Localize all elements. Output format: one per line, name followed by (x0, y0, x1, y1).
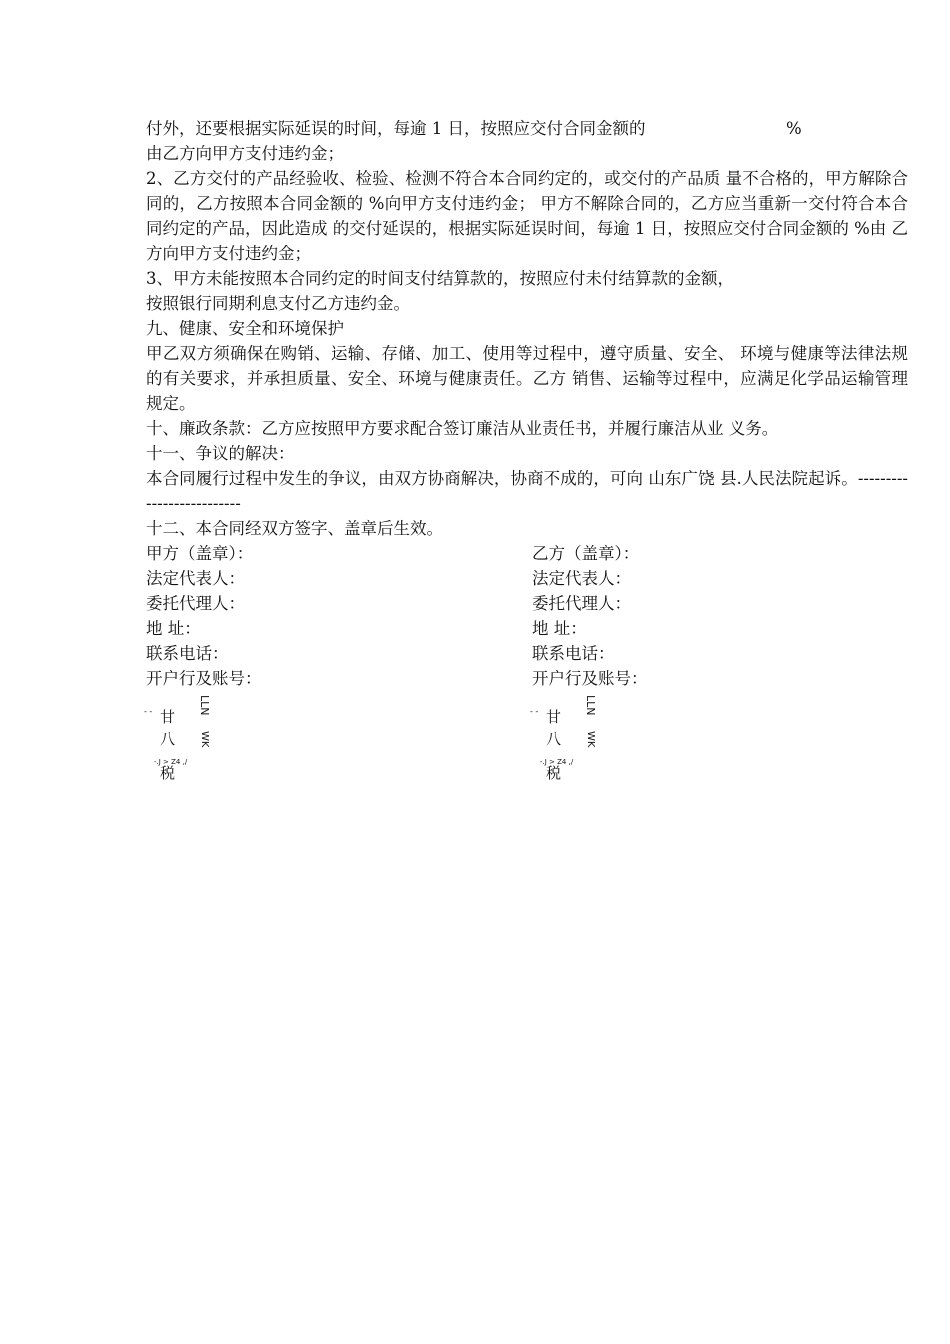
section-10: 十、廉政条款：乙方应按照甲方要求配合签订廉洁从业责任书，并履行廉洁从业 义务。 (146, 419, 779, 438)
party-a-legal-rep: 法定代表人： (146, 569, 245, 588)
stamp-char-3: 税 (160, 764, 176, 782)
stamp-small-text: -.J > Z4 ,/ (540, 758, 574, 766)
stamp-tick: - - (144, 707, 153, 716)
stamp-vertical-2: WK (199, 731, 210, 748)
stamp-tick: - - (530, 707, 539, 716)
section-9-text: 甲乙双方须确保在购销、运输、存储、加工、使用等过程中，遵守质量、安全、 环境与健康等法律法规的有关要求，并承担质量、安全、环境与健康责任。乙方 销售、运输等过程中，应满足化学品运输管理规定。 (146, 344, 908, 413)
paragraph-1-continued: 由乙方向甲方支付违约金； (146, 144, 344, 163)
party-b-agent: 委托代理人： (532, 594, 631, 613)
section-11-heading: 十一、争议的解决： (146, 444, 295, 463)
stamp-char-3: 税 (546, 764, 562, 782)
section-11-text: 本合同履行过程中发生的争议，由双方协商解决，协商不成的，可向 山东广饶 县.人民法院起诉。-------------------------- (146, 469, 908, 513)
clause-2: 2、乙方交付的产品经验收、检验、检测不符合本合同约定的，或交付的产品质 量不合格的，甲方解除合同的，乙方按照本合同金额的 %向甲方支付违约金； 甲方不解除合同的，乙方应当重新一交付符合本合同约定的产品，因此造成 的交付延误的，根据实际延误时间，每逾 1 日，按照应交付合同金额的 %由 乙方向甲方支付违约金； (146, 169, 908, 263)
party-a-address: 地 址： (146, 619, 201, 638)
stamp-char-2: 八 (546, 730, 562, 748)
party-a-phone: 联系电话： (146, 644, 229, 663)
party-a-bank: 开户行及账号： (146, 669, 262, 688)
party-b-bank: 开户行及账号： (532, 669, 648, 688)
percent-sign: % (786, 119, 802, 138)
party-a-signature-block (146, 541, 262, 783)
party-b-title: 乙方（盖章）： (532, 544, 640, 563)
party-b-stamp-residue (532, 693, 612, 783)
paragraph-1-line (146, 116, 908, 141)
stamp-vertical-1: LLN (584, 695, 597, 716)
stamp-vertical-1: LLN (198, 695, 211, 716)
clause-3-line-2: 按照银行同期利息支付乙方违约金。 (146, 294, 410, 313)
party-b-legal-rep: 法定代表人： (532, 569, 631, 588)
paragraph-1-text: 付外，还要根据实际延误的时间，每逾 1 日，按照应交付合同金额的 (146, 119, 646, 138)
stamp-char-2: 八 (160, 730, 176, 748)
clause-3-line-1: 3、甲方未能按照本合同约定的时间支付结算款的，按照应付未付结算款的金额， (146, 269, 734, 288)
party-b-signature-block (532, 541, 648, 783)
contract-body (146, 116, 908, 541)
section-9-heading: 九、健康、安全和环境保护 (146, 319, 344, 338)
stamp-small-text: -.J > Z4 ,/ (154, 758, 188, 766)
stamp-char-1: 甘 (546, 708, 562, 726)
party-a-stamp-residue (146, 693, 226, 783)
party-a-title: 甲方（盖章）： (146, 544, 254, 563)
party-a-agent: 委托代理人： (146, 594, 245, 613)
stamp-vertical-2: WK (585, 731, 596, 748)
stamp-char-1: 甘 (160, 708, 176, 726)
section-12: 十二、本合同经双方签字、盖章后生效。 (146, 519, 443, 538)
party-b-phone: 联系电话： (532, 644, 615, 663)
party-b-address: 地 址： (532, 619, 587, 638)
